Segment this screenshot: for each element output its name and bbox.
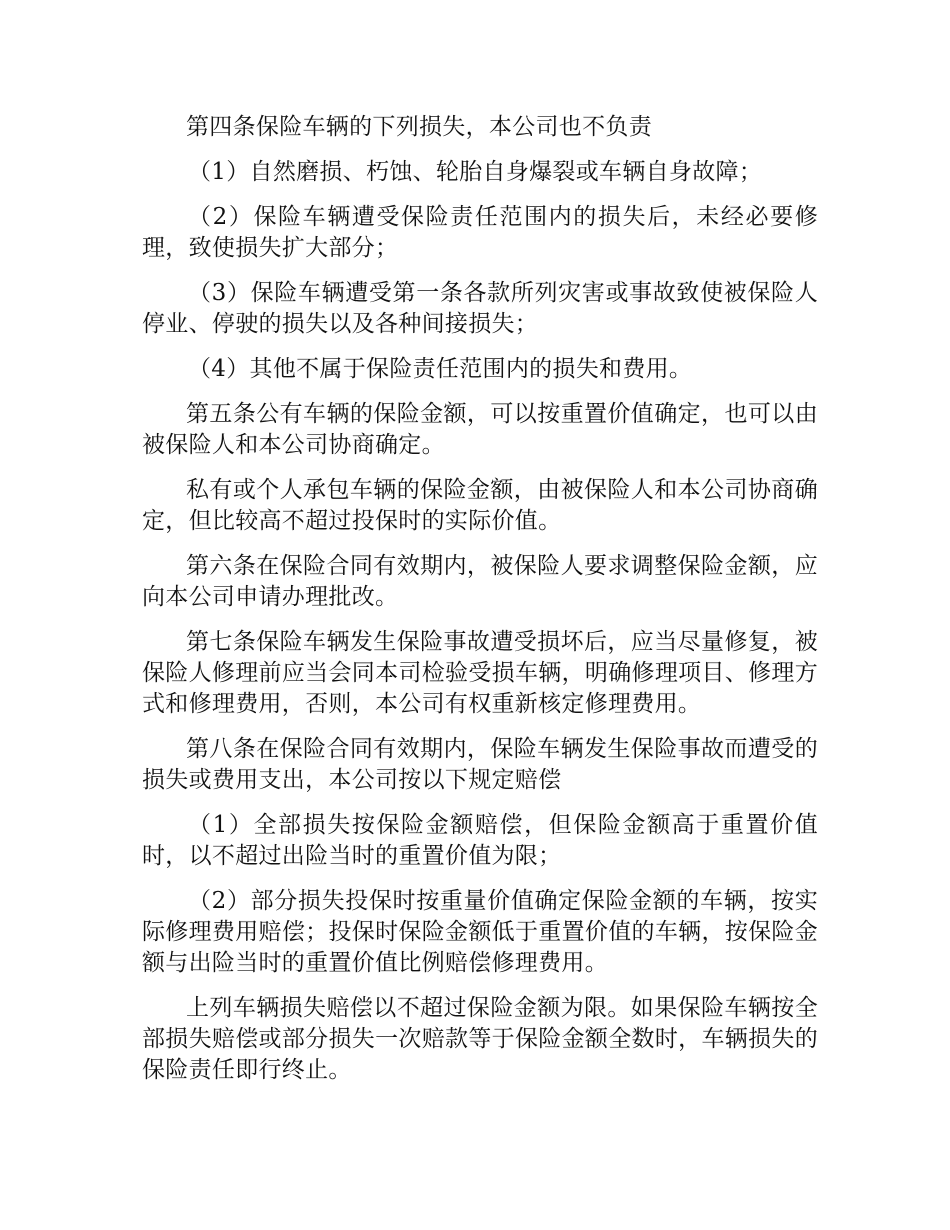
article-8-item-2: （2）部分损失投保时按重量价值确定保险金额的车辆，按实际修理费用赔偿；投保时保险金额低于重置价值的车辆，按保险金额与出险当时的重置价值比例赔偿修理费用。 (142, 888, 818, 976)
article-4-item-2: （2）保险车辆遭受保险责任范围内的损失后，未经必要修理，致使损失扩大部分； (142, 204, 818, 261)
article-8-item-1: （1）全部损失按保险金额赔偿，但保险金额高于重置价值时，以不超过出险当时的重置价值为限； (142, 812, 818, 869)
article-5-private-paragraph: 私有或个人承包车辆的保险金额，由被保险人和本公司协商确定，但比较高不超过投保时的实际价值。 (142, 477, 818, 534)
document-body (142, 112, 818, 1100)
article-7-paragraph: 第七条保险车辆发生保险事故遭受损坏后，应当尽量修复，被保险人修理前应当会同本司检验受损车辆，明确修理项目、修理方式和修理费用，否则，本公司有权重新核定修理费用。 (142, 629, 818, 717)
article-8-limit-paragraph: 上列车辆损失赔偿以不超过保险金额为限。如果保险车辆按全部损失赔偿或部分损失一次赔款等于保险金额全数时，车辆损失的保险责任即行终止。 (142, 995, 818, 1083)
article-8-heading: 第八条在保险合同有效期内，保险车辆发生保险事故而遭受的损失或费用支出，本公司按以下规定赔偿 (142, 736, 818, 793)
article-5-paragraph: 第五条公有车辆的保险金额，可以按重置价值确定，也可以由被保险人和本公司协商确定。 (142, 401, 818, 458)
article-4-item-3: （3）保险车辆遭受第一条各款所列灾害或事故致使被保险人停业、停驶的损失以及各种间接损失； (142, 280, 818, 337)
article-6-paragraph: 第六条在保险合同有效期内，被保险人要求调整保险金额，应向本公司申请办理批改。 (142, 553, 818, 610)
article-4-item-1: （1）自然磨损、朽蚀、轮胎自身爆裂或车辆自身故障； (188, 159, 763, 185)
article-4-item-4: （4）其他不属于保险责任范围内的损失和费用。 (188, 356, 693, 382)
article-4-heading: 第四条保险车辆的下列损失，本公司也不负责 (186, 114, 652, 140)
